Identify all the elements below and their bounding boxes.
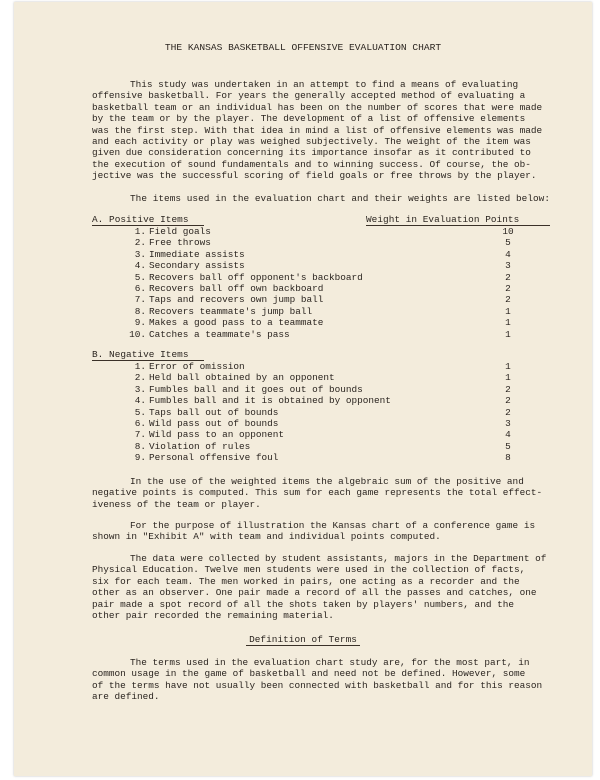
paragraph-line: common usage in the game of basketball and need not be defined. However, some: [92, 668, 526, 680]
item-label: Wild pass to an opponent: [149, 429, 285, 441]
item-weight: 4: [505, 248, 511, 260]
item-number: 3.: [134, 383, 146, 395]
intro-paragraph: [92, 79, 542, 182]
paragraph-line: negative points is computed. This sum for each game represents the total effect-: [92, 487, 543, 499]
paragraph-line: by the team or by the player. The development of a list of offensive elements: [92, 113, 526, 125]
paragraph-line: iveness of the team or player.: [92, 498, 261, 510]
item-weight: 2: [505, 395, 511, 407]
paragraph-line: Physical Education. Twelve men students were used in the collection of facts,: [92, 564, 526, 576]
item-number: 4.: [134, 260, 146, 272]
item-label: Recovers ball off opponent's backboard: [149, 271, 363, 283]
paragraph-line: shown in "Exhibit A" with team and individual points computed.: [92, 531, 441, 543]
item-weight: 3: [505, 418, 511, 429]
item-number: 8.: [134, 440, 146, 452]
item-label: Violation of rules: [149, 440, 251, 452]
item-label: Makes a good pass to a teammate: [149, 317, 324, 329]
paragraph-line: In the use of the weighted items the algebraic sum of the positive and: [130, 476, 524, 487]
paragraph-line: offensive basketball. For years the generally accepted method of evaluating a: [92, 90, 526, 102]
item-weight: 5: [505, 440, 511, 452]
paragraph-line: was the first step. With that idea in mind a list of offensive elements was made: [92, 124, 543, 136]
item-label: Personal offensive foul: [149, 452, 279, 464]
paragraph-line: basketball team or an individual has been on the number of scores that were made: [92, 101, 543, 113]
item-weight: 3: [505, 260, 511, 272]
item-weight: 1: [505, 328, 511, 340]
item-label: Immediate assists: [149, 248, 245, 260]
item-label: Taps and recovers own jump ball: [149, 294, 324, 306]
item-weight: 2: [505, 294, 511, 306]
item-number: 7.: [134, 429, 146, 441]
item-number: 1.: [134, 361, 146, 372]
paragraph-line: jective was the successful scoring of field goals or free throws by the player.: [92, 170, 537, 182]
item-number: 1.: [134, 226, 146, 237]
definition-heading-underline: [246, 645, 360, 646]
item-number: 2.: [134, 237, 146, 249]
paragraph-line: The data were collected by student assistants, majors in the Department of: [130, 553, 547, 564]
negative-items-heading: B. Negative Items: [92, 349, 189, 360]
illustration-paragraph: [92, 520, 535, 543]
item-label: Wild pass out of bounds: [149, 418, 279, 429]
sum-paragraph: [92, 476, 542, 510]
paragraph-line: other pair recorded the remaining material.: [92, 610, 334, 622]
item-weight: 10: [502, 226, 514, 237]
item-weight: 2: [505, 383, 511, 395]
item-weight: 5: [505, 237, 511, 249]
item-label: Secondary assists: [149, 260, 245, 272]
item-number: 7.: [134, 294, 146, 306]
item-number: 2.: [134, 372, 146, 384]
item-number: 5.: [134, 271, 146, 283]
item-weight: 1: [505, 361, 511, 372]
item-weight: 1: [505, 305, 511, 317]
paragraph-line: This study was undertaken in an attempt to find a means of evaluating: [130, 79, 519, 90]
paragraph-line: For the purpose of illustration the Kansas chart of a conference game is: [130, 520, 536, 531]
item-weight: 2: [505, 406, 511, 418]
positive-items-heading: A. Positive Items: [92, 214, 189, 225]
item-label: Held ball obtained by an opponent: [149, 372, 335, 384]
item-number: 10.: [129, 328, 146, 340]
paragraph-line: given due consideration concerning its importance insofar as it contributed to: [92, 147, 531, 159]
items-intro: The items used in the evaluation chart and their weights are listed below:: [130, 193, 551, 204]
paragraph-line: six for each team. The men worked in pairs, one acting as a recorder and the: [92, 575, 520, 587]
item-label: Taps ball out of bounds: [149, 406, 279, 418]
item-label: Field goals: [149, 226, 211, 237]
item-weight: 2: [505, 271, 511, 283]
page-title: THE KANSAS BASKETBALL OFFENSIVE EVALUATION CHART: [164, 42, 442, 53]
item-number: 4.: [134, 395, 146, 407]
item-label: Free throws: [149, 237, 211, 249]
item-weight: 1: [505, 317, 511, 329]
data-collection-paragraph: [92, 553, 546, 621]
item-weight: 2: [505, 283, 511, 294]
item-number: 9.: [134, 452, 146, 464]
item-number: 6.: [134, 283, 146, 294]
item-label: Fumbles ball and it goes out of bounds: [149, 383, 363, 395]
item-label: Catches a teammate's pass: [149, 328, 290, 340]
document-page: [14, 2, 592, 776]
paragraph-line: are defined.: [92, 691, 160, 703]
item-label: Recovers teammate's jump ball: [149, 305, 313, 317]
item-label: Recovers ball off own backboard: [149, 283, 324, 294]
item-number: 8.: [134, 305, 146, 317]
item-weight: 4: [505, 429, 511, 441]
paragraph-line: of the terms have not usually been connected with basketball and for this reason: [92, 679, 543, 691]
paragraph-line: The terms used in the evaluation chart study are, for the most part, in: [130, 657, 530, 668]
item-number: 3.: [134, 248, 146, 260]
paragraph-line: other as an observer. One pair made a record of all the passes and catches, one: [92, 587, 537, 599]
item-number: 5.: [134, 406, 146, 418]
item-weight: 8: [505, 452, 511, 464]
definition-heading: Definition of Terms: [249, 634, 357, 645]
item-number: 6.: [134, 418, 146, 429]
weight-column-heading: Weight in Evaluation Points: [366, 214, 520, 225]
item-label: Fumbles ball and it is obtained by opponent: [149, 395, 391, 407]
weight-heading-underline: [366, 225, 550, 226]
item-weight: 1: [505, 372, 511, 384]
terms-paragraph: [92, 657, 542, 703]
paragraph-line: the execution of sound fundamentals and to winning success. Of course, the ob-: [92, 158, 531, 170]
item-number: 9.: [134, 317, 146, 329]
paragraph-line: pair made a spot record of all the shots taken by players' numbers, and the: [92, 598, 514, 610]
item-label: Error of omission: [149, 361, 245, 372]
paragraph-line: and each activity or play was weighed subjectively. The weight of the item was: [92, 136, 531, 148]
